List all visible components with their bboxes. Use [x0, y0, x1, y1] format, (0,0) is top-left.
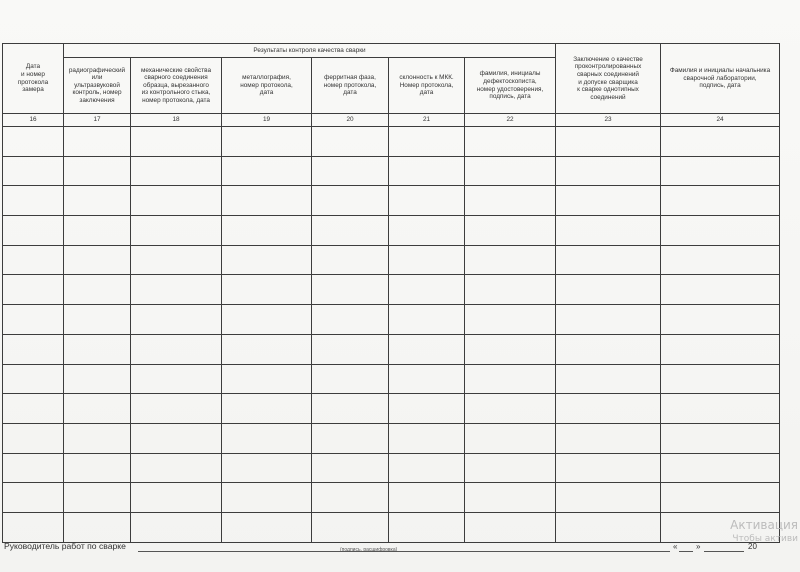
date-day-line[interactable] [679, 551, 693, 552]
empty-cell[interactable] [312, 127, 389, 157]
empty-cell[interactable] [131, 156, 222, 186]
empty-cell[interactable] [312, 394, 389, 424]
empty-cell[interactable] [661, 245, 780, 275]
empty-cell[interactable] [389, 364, 465, 394]
empty-cell[interactable] [222, 334, 312, 364]
activation-watermark [730, 518, 798, 544]
empty-cell[interactable] [661, 453, 780, 483]
empty-cell[interactable] [465, 423, 556, 453]
empty-cell[interactable] [556, 334, 661, 364]
empty-cell[interactable] [3, 394, 64, 424]
empty-cell[interactable] [131, 453, 222, 483]
empty-cell[interactable] [131, 216, 222, 246]
empty-cell[interactable] [465, 305, 556, 335]
header-metallography: металлография, номер протокола, дата [222, 58, 312, 114]
table-row [3, 216, 780, 246]
date-month-line[interactable] [704, 551, 744, 552]
empty-cell[interactable] [312, 305, 389, 335]
empty-cell[interactable] [465, 127, 556, 157]
empty-cell[interactable] [312, 453, 389, 483]
empty-cell[interactable] [131, 305, 222, 335]
column-number: 18 [131, 114, 222, 127]
empty-cell[interactable] [64, 186, 131, 216]
empty-cell[interactable] [222, 364, 312, 394]
empty-cell[interactable] [64, 245, 131, 275]
empty-cell[interactable] [3, 186, 64, 216]
empty-cell[interactable] [465, 453, 556, 483]
empty-cell[interactable] [661, 156, 780, 186]
watermark-line-1: Активация [730, 518, 798, 532]
empty-cell[interactable] [64, 364, 131, 394]
empty-cell[interactable] [389, 423, 465, 453]
empty-cell[interactable] [222, 453, 312, 483]
column-number: 20 [312, 114, 389, 127]
watermark-line-2: Чтобы активи [732, 534, 798, 544]
empty-cell[interactable] [389, 453, 465, 483]
empty-cell[interactable] [465, 334, 556, 364]
empty-cell[interactable] [661, 275, 780, 305]
empty-cell[interactable] [556, 186, 661, 216]
empty-cell[interactable] [64, 156, 131, 186]
empty-cell[interactable] [661, 216, 780, 246]
empty-cell[interactable] [222, 423, 312, 453]
empty-cell[interactable] [556, 394, 661, 424]
empty-cell[interactable] [3, 156, 64, 186]
column-number-row [3, 114, 780, 127]
empty-cell[interactable] [661, 186, 780, 216]
table-row [3, 483, 780, 513]
header-results-group: Результаты контроля качества сварки [64, 44, 556, 58]
empty-cell[interactable] [131, 186, 222, 216]
empty-cell[interactable] [312, 364, 389, 394]
empty-cell[interactable] [3, 127, 64, 157]
empty-cell[interactable] [661, 127, 780, 157]
empty-cell[interactable] [312, 483, 389, 513]
table-row [3, 275, 780, 305]
empty-cell[interactable] [222, 245, 312, 275]
empty-cell[interactable] [131, 127, 222, 157]
date-quote-open: « [673, 542, 678, 551]
empty-cell[interactable] [465, 483, 556, 513]
empty-cell[interactable] [64, 483, 131, 513]
empty-cell[interactable] [64, 394, 131, 424]
empty-cell[interactable] [3, 483, 64, 513]
empty-cell[interactable] [661, 305, 780, 335]
header-date-protocol: Дата и номер протокола замера [3, 44, 64, 114]
empty-cell[interactable] [312, 423, 389, 453]
column-number: 24 [661, 114, 780, 127]
empty-cell[interactable] [312, 216, 389, 246]
empty-cell[interactable] [556, 483, 661, 513]
empty-cell[interactable] [465, 245, 556, 275]
empty-cell[interactable] [3, 364, 64, 394]
table-row [3, 453, 780, 483]
empty-cell[interactable] [312, 245, 389, 275]
table-body [3, 127, 780, 543]
empty-cell[interactable] [389, 334, 465, 364]
empty-cell[interactable] [556, 364, 661, 394]
header-mechanical: механические свойства сварного соединения образца, вырезанного из контрольного стыка, номер протокола, дата [131, 58, 222, 114]
column-number: 16 [3, 114, 64, 127]
empty-cell[interactable] [556, 156, 661, 186]
empty-cell[interactable] [222, 394, 312, 424]
empty-cell[interactable] [64, 127, 131, 157]
empty-cell[interactable] [131, 364, 222, 394]
empty-cell[interactable] [3, 305, 64, 335]
table-row [3, 394, 780, 424]
empty-cell[interactable] [661, 394, 780, 424]
table-row [3, 305, 780, 335]
empty-cell[interactable] [389, 305, 465, 335]
empty-cell[interactable] [131, 483, 222, 513]
empty-cell[interactable] [312, 275, 389, 305]
column-number: 21 [389, 114, 465, 127]
empty-cell[interactable] [312, 334, 389, 364]
empty-cell[interactable] [131, 275, 222, 305]
table-row [3, 245, 780, 275]
empty-cell[interactable] [222, 127, 312, 157]
empty-cell[interactable] [131, 394, 222, 424]
empty-cell[interactable] [556, 127, 661, 157]
empty-cell[interactable] [64, 453, 131, 483]
supervisor-label: Руководитель работ по сварке [4, 541, 126, 551]
empty-cell[interactable] [222, 483, 312, 513]
empty-cell[interactable] [465, 275, 556, 305]
table-row [3, 156, 780, 186]
column-number: 19 [222, 114, 312, 127]
table-row [3, 186, 780, 216]
empty-cell[interactable] [465, 394, 556, 424]
empty-cell[interactable] [312, 186, 389, 216]
empty-cell[interactable] [661, 364, 780, 394]
empty-cell[interactable] [389, 186, 465, 216]
empty-cell[interactable] [661, 334, 780, 364]
empty-cell[interactable] [222, 305, 312, 335]
header-inspector: фамилия, инициалы дефектоскописта, номер удостоверения, подпись, дата [465, 58, 556, 114]
empty-cell[interactable] [465, 186, 556, 216]
empty-cell[interactable] [64, 305, 131, 335]
empty-cell[interactable] [556, 275, 661, 305]
header-ferrite-phase: ферритная фаза, номер протокола, дата [312, 58, 389, 114]
header-radiographic: радиографический или ультразвуковой контроль, номер заключения [64, 58, 131, 114]
empty-cell[interactable] [389, 216, 465, 246]
empty-cell[interactable] [389, 127, 465, 157]
empty-cell[interactable] [64, 275, 131, 305]
empty-cell[interactable] [131, 334, 222, 364]
table-row [3, 364, 780, 394]
empty-cell[interactable] [3, 275, 64, 305]
empty-cell[interactable] [556, 453, 661, 483]
date-quote-close: » [696, 542, 701, 551]
empty-cell[interactable] [556, 423, 661, 453]
column-number: 17 [64, 114, 131, 127]
empty-cell[interactable] [556, 305, 661, 335]
empty-cell[interactable] [3, 423, 64, 453]
empty-cell[interactable] [312, 156, 389, 186]
empty-cell[interactable] [556, 216, 661, 246]
empty-cell[interactable] [3, 245, 64, 275]
empty-cell[interactable] [465, 156, 556, 186]
empty-cell[interactable] [3, 453, 64, 483]
signature-footer [4, 537, 796, 567]
empty-cell[interactable] [222, 216, 312, 246]
empty-cell[interactable] [222, 186, 312, 216]
empty-cell[interactable] [222, 156, 312, 186]
table-row [3, 423, 780, 453]
empty-cell[interactable] [131, 245, 222, 275]
empty-cell[interactable] [556, 245, 661, 275]
date-year-prefix: 20 [748, 542, 757, 551]
empty-cell[interactable] [661, 423, 780, 453]
empty-cell[interactable] [64, 216, 131, 246]
empty-cell[interactable] [661, 483, 780, 513]
table-row [3, 127, 780, 157]
empty-cell[interactable] [465, 216, 556, 246]
empty-cell[interactable] [389, 483, 465, 513]
welding-quality-table [2, 43, 780, 543]
column-number: 23 [556, 114, 661, 127]
header-mkk: склонность к МКК. Номер протокола, дата [389, 58, 465, 114]
signature-hint: (подпись, расшифровка) [340, 547, 398, 553]
empty-cell[interactable] [222, 275, 312, 305]
empty-cell[interactable] [389, 245, 465, 275]
empty-cell[interactable] [3, 334, 64, 364]
column-number: 22 [465, 114, 556, 127]
empty-cell[interactable] [3, 216, 64, 246]
empty-cell[interactable] [389, 275, 465, 305]
empty-cell[interactable] [64, 334, 131, 364]
header-conclusion: Заключение о качестве проконтролированных сварных соединений и допуске сварщика к сварке однотипных соединений [556, 44, 661, 114]
signature-line[interactable] [138, 551, 670, 552]
table-row [3, 334, 780, 364]
header-lab-chief: Фамилия и инициалы начальника сварочной лаборатории, подпись, дата [661, 44, 780, 114]
empty-cell[interactable] [64, 423, 131, 453]
empty-cell[interactable] [389, 394, 465, 424]
empty-cell[interactable] [131, 423, 222, 453]
empty-cell[interactable] [389, 156, 465, 186]
empty-cell[interactable] [465, 364, 556, 394]
